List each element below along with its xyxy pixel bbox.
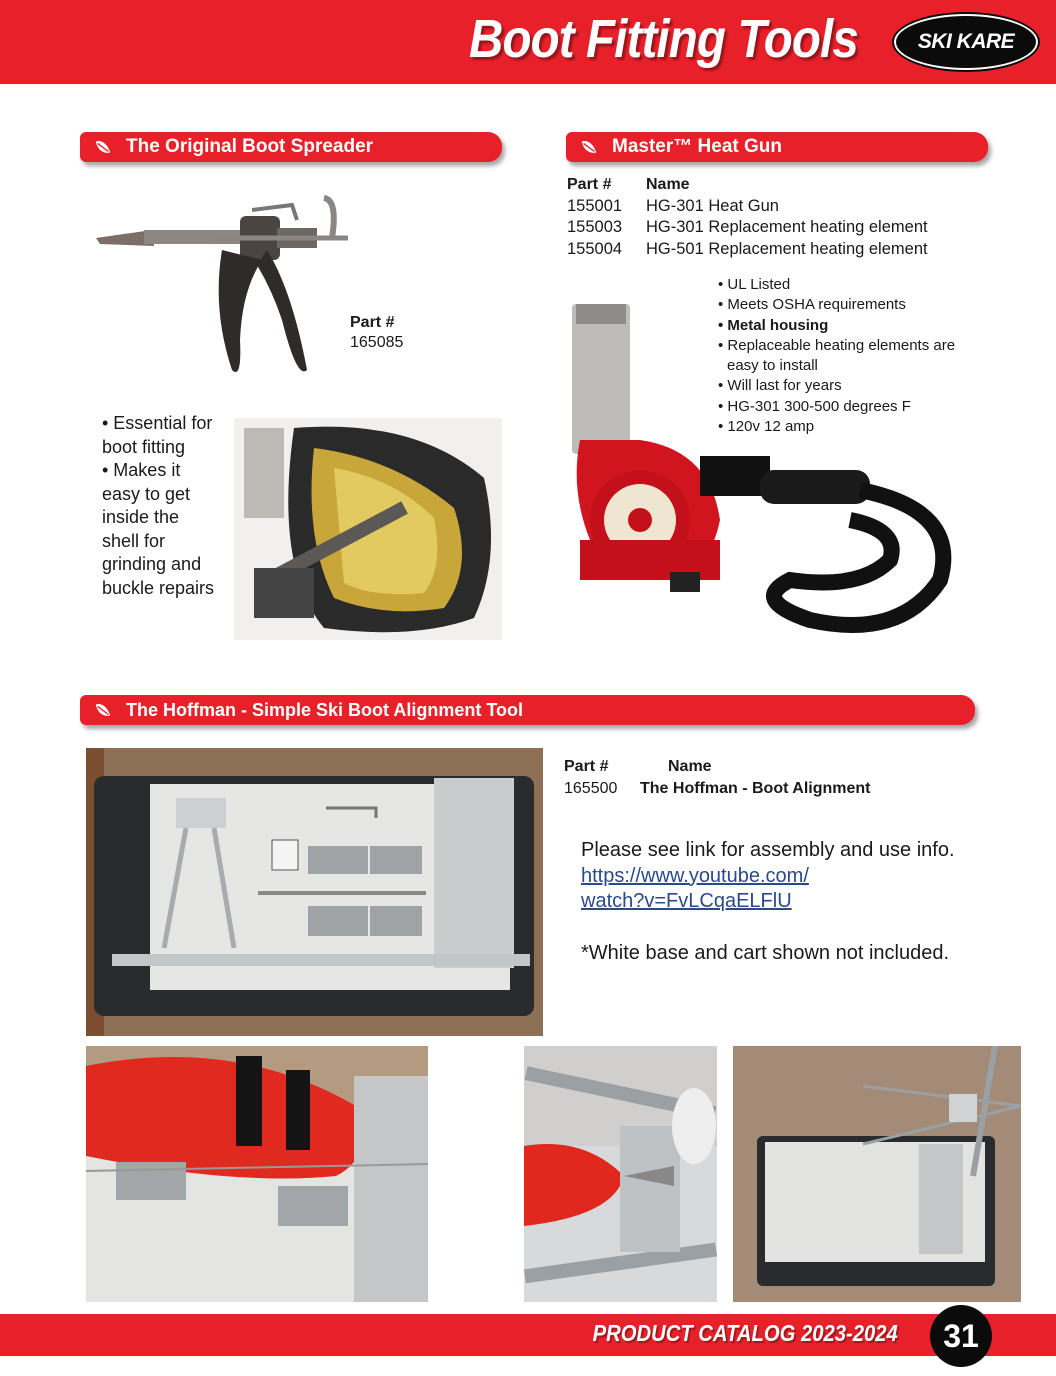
bullet-line: • Makes it: [102, 460, 181, 480]
col-part-header: Part #: [564, 758, 609, 775]
col-name-header: Name: [668, 758, 712, 775]
spreader-part-number: 165085: [350, 334, 404, 351]
spreader-part-label: Part #: [350, 314, 395, 331]
bullet-line: grinding and: [102, 554, 202, 574]
feature-item: • 120v 12 amp: [718, 418, 815, 436]
bullet-line: buckle repairs: [102, 577, 215, 598]
col-name-header: Name: [646, 176, 690, 193]
spreader-part-block: [350, 314, 403, 353]
row-part: 155001: [567, 196, 623, 215]
alignment-closeup-photo: [524, 1046, 717, 1302]
info-text: Please see link for assembly and use info.: [581, 839, 955, 861]
table-row: [564, 778, 871, 800]
page-number: 31: [930, 1305, 992, 1367]
row-name: HG-501 Replacement heating element: [646, 239, 928, 258]
bullet-line: shell for: [102, 530, 166, 551]
section-bar-boot-spreader: [80, 132, 502, 162]
leaf-icon: [94, 138, 112, 156]
hoffman-table: [564, 756, 871, 799]
row-name: HG-301 Replacement heating element: [646, 218, 928, 236]
row-part: 165500: [564, 779, 618, 797]
col-part-header: Part #: [567, 176, 612, 193]
bullet-line: easy to get: [102, 483, 191, 504]
bullet-line: • Essential for: [102, 413, 213, 433]
boot-on-tool-photo: [86, 1046, 428, 1302]
leaf-icon: [94, 701, 112, 719]
catalog-label: PRODUCT CATALOG 2023-2024: [592, 1320, 898, 1346]
heat-gun-table: [567, 174, 928, 260]
section-title: The Hoffman - Simple Ski Boot Alignment Tool: [126, 699, 523, 720]
table-row: [567, 217, 928, 239]
section-title: Master™ Heat Gun: [612, 136, 782, 157]
ski-kare-logo: [894, 14, 1038, 70]
spreader-in-boot-photo: [234, 418, 502, 640]
youtube-link-line2[interactable]: watch?v=FvLCqaELFlU: [581, 890, 792, 912]
bullet-line: boot fitting: [102, 436, 186, 457]
feature-item: • HG-301 300-500 degrees F: [718, 397, 911, 415]
page-title: Boot Fitting Tools: [469, 9, 858, 69]
table-header: [564, 756, 871, 778]
hoffman-tool-photo: [86, 748, 543, 1036]
row-name: HG-301 Heat Gun: [646, 196, 779, 215]
feature-item: • Replaceable heating elements are: [718, 336, 956, 354]
leaf-icon: [580, 138, 598, 156]
heat-gun-features: [718, 275, 955, 437]
section-bar-hoffman: [80, 695, 975, 725]
feature-item: • Meets OSHA requirements: [718, 296, 906, 314]
boot-spreader-image: [92, 190, 352, 390]
row-part: 155004: [567, 239, 623, 258]
logo-text: SKI KARE: [917, 30, 1015, 53]
table-row: [567, 196, 928, 218]
feature-item: • Will last for years: [718, 377, 842, 395]
spreader-bullets: [102, 412, 232, 600]
feature-item: • Metal housing: [718, 316, 829, 334]
table-row: [567, 239, 928, 261]
note-text: *White base and cart shown not included.: [581, 941, 949, 964]
row-part: 155003: [567, 218, 623, 236]
hoffman-info: [581, 838, 955, 966]
youtube-link-line1[interactable]: https://www.youtube.com/: [581, 864, 809, 887]
row-name: The Hoffman - Boot Alignment: [640, 779, 871, 797]
section-title: The Original Boot Spreader: [126, 136, 374, 157]
feature-item: • UL Listed: [718, 276, 791, 293]
feature-item: easy to install: [727, 357, 818, 375]
section-bar-heat-gun: [566, 132, 988, 162]
bullet-line: inside the: [102, 507, 180, 527]
table-header: [567, 174, 928, 196]
alignment-full-photo: [733, 1046, 1021, 1302]
